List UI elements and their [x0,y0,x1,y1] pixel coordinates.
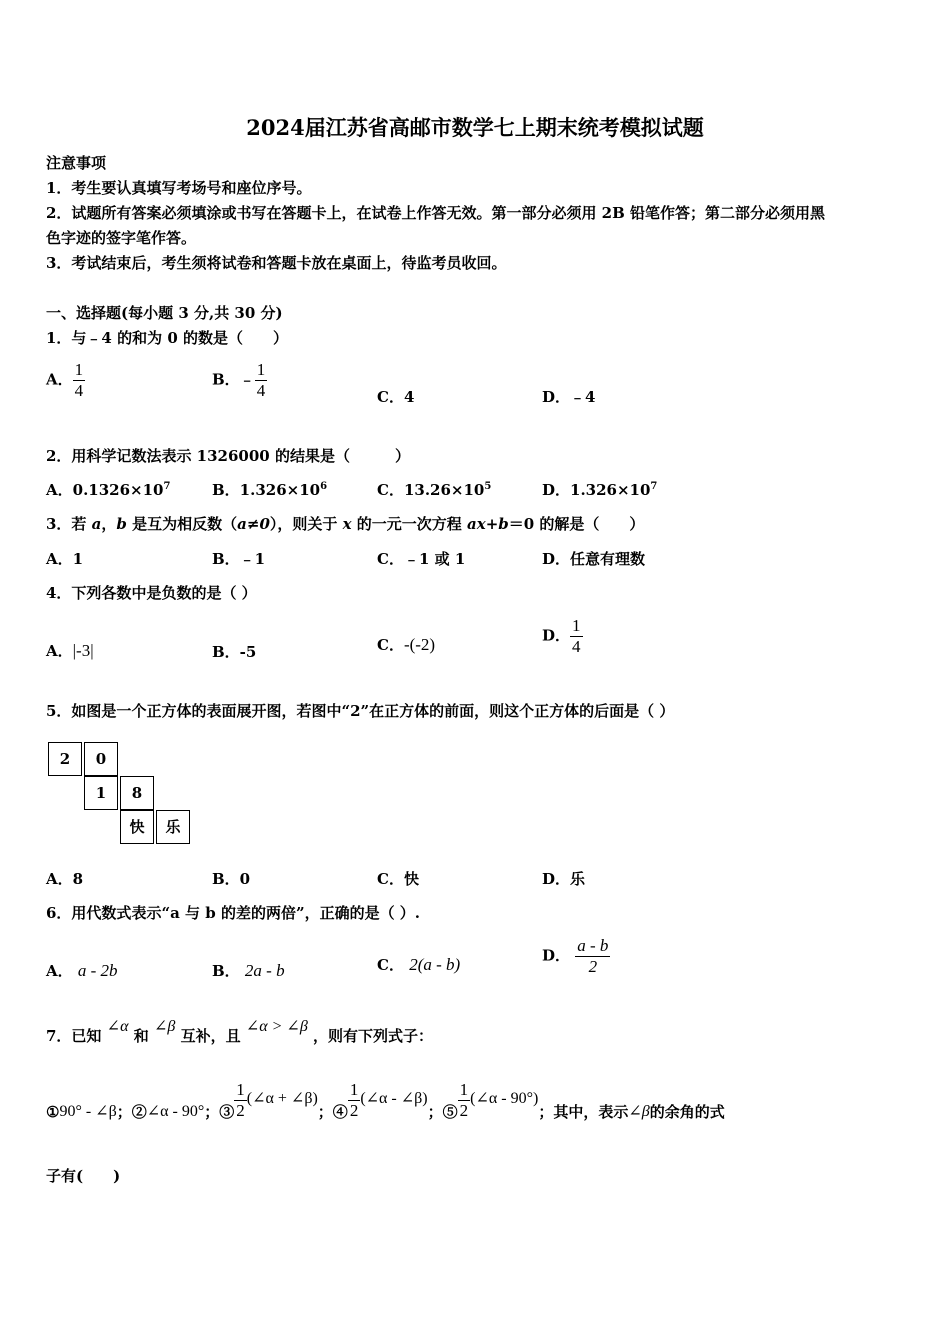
q5-option-d: D．乐 [542,870,586,888]
page-title: 2024届江苏省高邮市数学七上期末统考模拟试题 [246,115,704,140]
question-3-stem: 3．若 a，b 是互为相反数（a≠0），则关于 x 的一元一次方程 ax+b＝0 的解是（ ） [46,515,645,533]
q6-option-b: B． 2a - b [212,961,285,980]
q5-option-b: B．0 [212,870,251,888]
question-1-stem: 1．与﹣4 的和为 0 的数是（ ） [46,329,288,347]
question-5-stem: 5．如图是一个正方体的表面展开图，若图中“2”在正方体的前面，则这个正方体的后面是（ ） [46,702,675,720]
notice-item: 2．试题所有答案必须填涂或书写在答题卡上，在试卷上作答无效。第一部分必须用 2B 铅笔作答；第二部分必须用黑 [46,204,826,222]
question-6-stem: 6．用代数式表示“a 与 b 的差的两倍”，正确的是（ ）. [46,904,421,922]
q6-option-c: C． 2(a - b) [377,955,461,974]
notice-item: 色字迹的签字笔作答。 [46,229,197,247]
notice-item: 3．考试结束后，考生须将试卷和答题卡放在桌面上，待监考员收回。 [46,254,507,272]
q3-option-c: C．﹣1 或 1 [377,550,466,568]
question-7-tail: 子有( ) [46,1167,121,1185]
q2-option-d: D．$1.326\times 10^7$ [542,481,658,499]
q6-option-a: A． a - 2b [46,961,118,980]
q2-option-c: C．$13.26\times 10^5$ [377,481,492,499]
q6-option-d: D． $\frac{a - b}{2}$ [542,936,609,976]
q2-option-b: B．$1.326\times 10^6$ [212,481,328,499]
q4-option-d: D． $\frac{1}{4}$ [542,616,581,656]
q5-option-c: C．快 [377,870,419,888]
net-cell: 乐 [156,810,190,844]
q1-option-b: B．﹣ $\frac{1}{4}$ [212,360,266,400]
q3-option-a: A．1 [46,550,84,568]
notice-heading: 注意事项 [46,154,107,172]
net-cell: 1 [84,776,118,810]
question-7-expressions: ①90° - ∠β；②∠α - 90°；③ $\frac{1}{2}$ (∠α + ∠β)；④ $\frac{1}{2}$ (∠α - ∠β)；⑤ $\frac{1}{2}$ (∠α - 90°)；其中，表示∠β的余角的式 [46,1080,725,1121]
q4-option-c: C．-(-2) [377,635,436,654]
q1-option-a: A． $\frac{1}{4}$ [46,360,84,400]
net-cell: 快 [120,810,154,844]
q3-option-d: D．任意有理数 [542,550,646,568]
q1-option-c: C．4 [377,388,415,406]
net-cell: 2 [48,742,82,776]
q3-option-b: B．﹣1 [212,550,266,568]
net-cell: 8 [120,776,154,810]
question-2-stem: 2．用科学记数法表示 1326000 的结果是（ ） [46,447,410,465]
q1-option-d: D．﹣4 [542,388,596,406]
q4-option-b: B．-5 [212,643,257,661]
q4-option-a: A．|-3| [46,641,94,660]
net-cell: 0 [84,742,118,776]
question-7-stem: 7．已知 ∠α 和 ∠β 互补，且 ∠α > ∠β ，则有下列式子： [46,1018,434,1045]
question-4-stem: 4．下列各数中是负数的是（ ） [46,584,257,602]
q2-option-a: A．$0.1326\times 10^7$ [46,481,171,499]
section-heading: 一、选择题(每小题 3 分,共 30 分) [46,304,283,322]
q5-option-a: A．8 [46,870,84,888]
notice-item: 1．考生要认真填写考场号和座位序号。 [46,179,312,197]
